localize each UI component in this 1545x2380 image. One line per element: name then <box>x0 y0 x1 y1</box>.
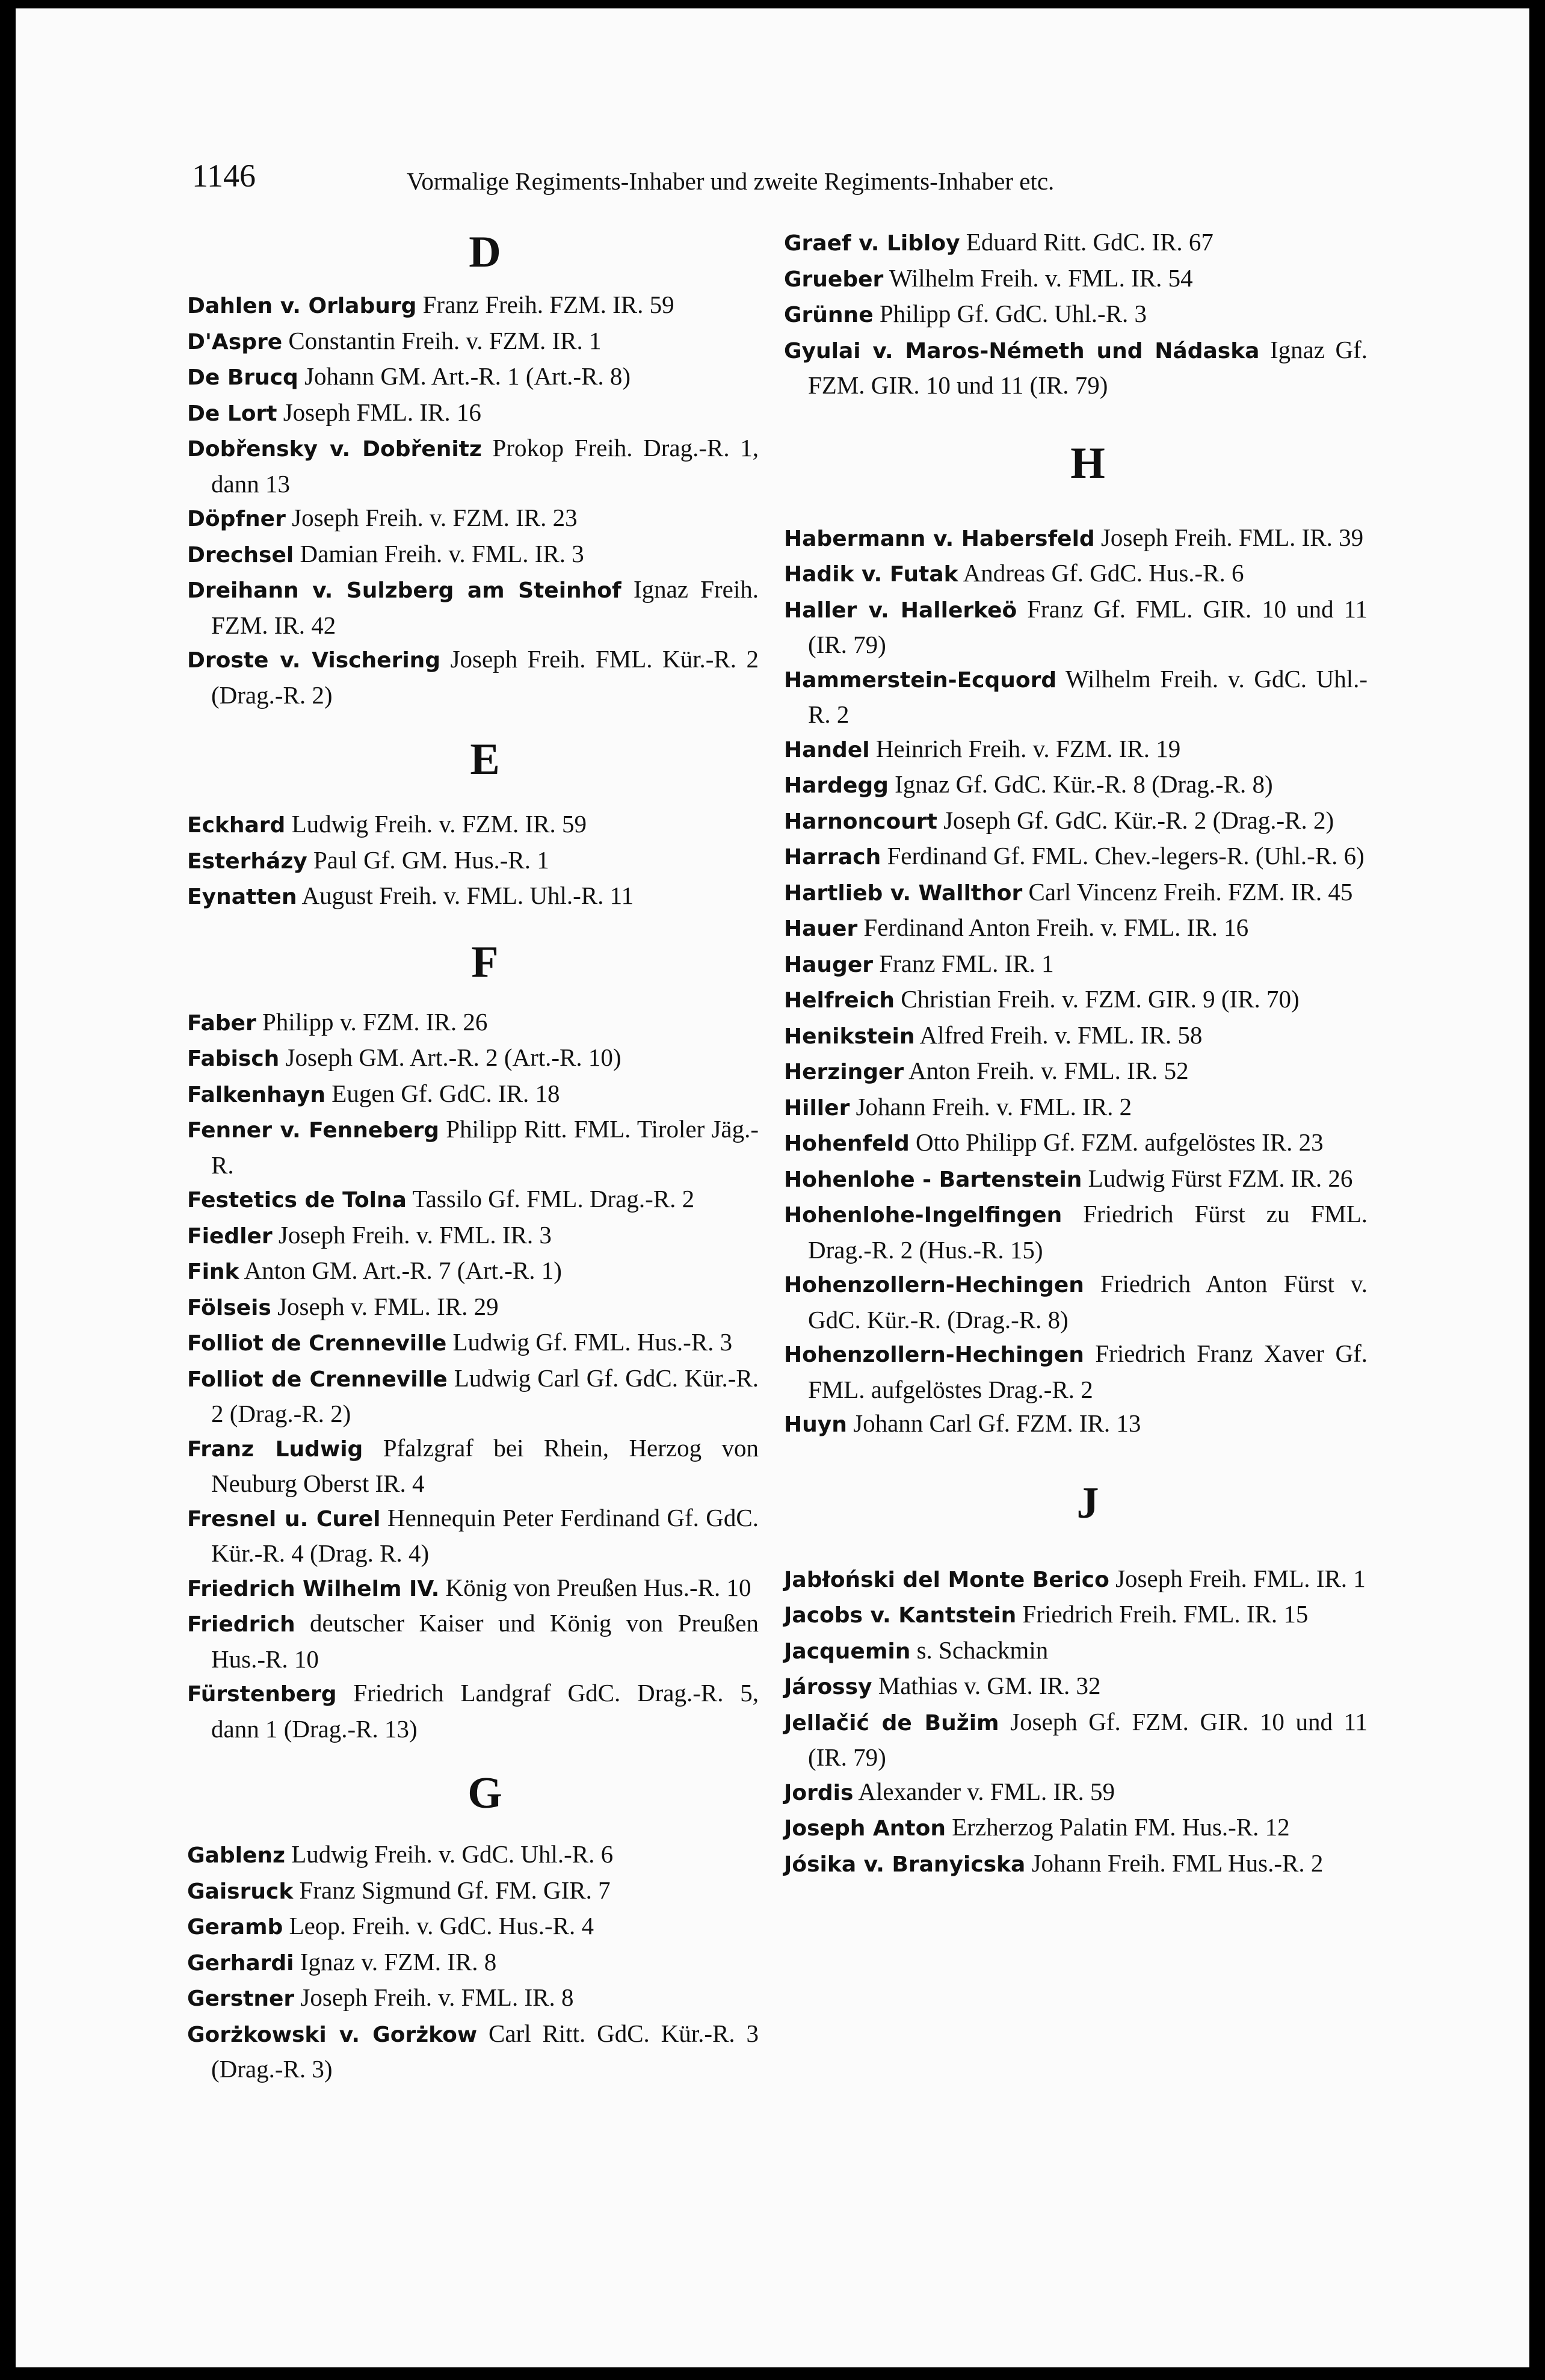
entry-name: Jacquemin <box>784 1639 911 1664</box>
index-entry <box>187 1005 759 1041</box>
entry-details: Joseph Freih. v. FML. IR. 3 <box>278 1220 552 1249</box>
section-letter: D <box>469 227 501 277</box>
running-head: Vormalige Regiments-Inhaber und zweite Regiments-Inhaber etc. <box>407 167 1055 195</box>
page-number: 1146 <box>192 158 256 194</box>
entry-details: Ludwig Gf. FML. Hus.-R. 3 <box>452 1328 733 1356</box>
entry-details: Franz Freih. FZM. IR. 59 <box>422 291 674 318</box>
entry-name: Hauer <box>784 916 858 941</box>
index-entry <box>187 1837 759 1873</box>
index-entry <box>784 1267 1368 1337</box>
entry-name: Handel <box>784 737 870 762</box>
index-entry <box>187 1873 759 1909</box>
entry-details: Wilhelm Freih. v. GdC. Uhl.-R. 2 <box>808 664 1368 728</box>
index-entry <box>784 1597 1368 1633</box>
entry-name: Grueber <box>784 267 884 292</box>
index-entry <box>784 1633 1368 1669</box>
entry-details: August Freih. v. FML. Uhl.-R. 11 <box>301 882 634 909</box>
entry-name: Gaisruck <box>187 1879 294 1904</box>
entry-name: Hohenfeld <box>784 1131 910 1156</box>
index-entry <box>784 875 1368 911</box>
entry-details: Anton GM. Art.-R. 7 (Art.-R. 1) <box>244 1256 562 1284</box>
section-letter: E <box>470 735 500 784</box>
index-entry <box>784 1197 1368 1267</box>
entry-name: Járossy <box>784 1675 872 1699</box>
entry-details: Ludwig Freih. v. GdC. Uhl.-R. 6 <box>291 1840 614 1868</box>
index-entry <box>784 947 1368 983</box>
entry-details: Johann GM. Art.-R. 1 (Art.-R. 8) <box>304 362 631 390</box>
entry-details: Johann Carl Gf. FZM. IR. 13 <box>853 1409 1141 1437</box>
entry-details: Damian Freih. v. FML. IR. 3 <box>300 539 584 567</box>
entry-name: Friedrich Wilhelm IV. <box>187 1576 440 1601</box>
index-entry <box>784 261 1368 297</box>
entry-details: Joseph Freih. v. FZM. IR. 23 <box>292 504 578 531</box>
entry-details: Mathias v. GM. IR. 32 <box>878 1672 1101 1699</box>
entry-name: Fink <box>187 1260 239 1284</box>
entry-details: Eduard Ritt. GdC. IR. 67 <box>966 228 1213 256</box>
entry-name: Gerhardi <box>187 1950 294 1976</box>
entry-name: Fabisch <box>187 1046 280 1071</box>
right-column <box>784 225 1368 1882</box>
entry-name: Graef v. Libloy <box>784 231 960 256</box>
entry-details: Joseph v. FML. IR. 29 <box>277 1292 499 1320</box>
entry-name: Gablenz <box>187 1843 285 1868</box>
entry-name: Harnoncourt <box>784 809 937 834</box>
index-entry <box>187 1040 759 1077</box>
entry-name: Dahlen v. Orlaburg <box>187 294 417 318</box>
index-entry <box>187 1218 759 1254</box>
entry-details: Joseph FML. IR. 16 <box>283 398 481 426</box>
index-entry <box>784 1161 1368 1198</box>
index-entry <box>784 803 1368 839</box>
index-entry <box>784 1846 1368 1882</box>
entry-name: Jabłoński del Monte Berico <box>784 1567 1109 1592</box>
index-entry <box>187 1945 759 1981</box>
index-entry <box>187 324 759 360</box>
entry-name: Gorżkowski v. Gorżkow <box>187 2022 478 2047</box>
entry-details: Andreas Gf. GdC. Hus.-R. 6 <box>963 559 1244 587</box>
entry-details: Hennequin Peter Ferdinand Gf. GdC. Kür.-R. 4 (Drag. R. 4) <box>211 1503 759 1567</box>
index-entry <box>187 1606 759 1676</box>
entry-name: Hohenzollern-Hechingen <box>784 1273 1084 1297</box>
index-entry <box>187 807 759 843</box>
index-entry <box>187 431 759 501</box>
entry-details: Otto Philipp Gf. FZM. aufgelöstes IR. 23 <box>915 1128 1324 1156</box>
entry-name: Hammerstein-Ecquord <box>784 667 1057 693</box>
entry-details: Alexander v. FML. IR. 59 <box>858 1777 1115 1805</box>
index-entry <box>784 1562 1368 1598</box>
index-entry <box>187 1501 759 1571</box>
entry-name: Hohenzollern-Hechingen <box>784 1343 1084 1367</box>
index-entry <box>187 843 759 879</box>
entry-name: Fölseis <box>187 1295 271 1320</box>
entry-name: Henikstein <box>784 1024 915 1049</box>
entry-name: Grünne <box>784 303 874 327</box>
index-entry <box>784 1125 1368 1161</box>
entry-details: Ignaz Gf. GdC. Kür.-R. 8 (Drag.-R. 8) <box>895 770 1273 798</box>
section-letter: G <box>467 1769 502 1818</box>
index-entry <box>187 1112 759 1182</box>
section-letter: F <box>471 937 499 987</box>
entry-name: Festetics de Tolna <box>187 1188 407 1213</box>
entry-details: Prokop Freih. Drag.-R. 1, dann 13 <box>211 434 759 498</box>
index-entry <box>784 592 1368 662</box>
entry-details: Ignaz v. FZM. IR. 8 <box>300 1947 497 1976</box>
entry-name: Dreihann v. Sulzberg am Steinhof <box>187 578 621 603</box>
entry-name: Hohenlohe-Ingelfingen <box>784 1203 1062 1228</box>
index-entry <box>187 1431 759 1501</box>
entry-details: Paul Gf. GM. Hus.-R. 1 <box>313 845 549 874</box>
section-letter: H <box>1070 438 1105 488</box>
entry-details: Ferdinand Gf. FML. Chev.-legers-R. (Uhl.-R. 6) <box>887 842 1365 870</box>
index-entry <box>784 910 1368 947</box>
entry-details: Joseph Gf. GdC. Kür.-R. 2 (Drag.-R. 2) <box>943 806 1334 834</box>
index-entry <box>187 879 759 915</box>
entry-name: Dobřensky v. Dobřenitz <box>187 437 482 462</box>
entry-details: Friedrich Fürst zu FML. Drag.-R. 2 (Hus.-R. 15) <box>808 1200 1368 1264</box>
index-entry <box>187 1325 759 1361</box>
entry-details: Joseph Freih. v. FML. IR. 8 <box>300 1983 574 2011</box>
entry-name: Döpfner <box>187 507 286 531</box>
index-entry <box>187 1571 759 1607</box>
entry-details: Pfalzgraf bei Rhein, Herzog von Neuburg Oberst IR. 4 <box>211 1433 759 1497</box>
entry-name: Friedrich <box>187 1612 295 1637</box>
entry-details: Ludwig Carl Gf. GdC. Kür.-R. 2 (Drag.-R. 2) <box>211 1364 759 1427</box>
entry-details: Wilhelm Freih. v. FML. IR. 54 <box>889 264 1193 292</box>
index-entry <box>187 642 759 712</box>
index-entry <box>187 1253 759 1290</box>
entry-details: Friedrich Anton Fürst v. GdC. Kür.-R. (Drag.-R. 8) <box>808 1270 1368 1334</box>
index-entry <box>187 1290 759 1326</box>
index-entry <box>784 1337 1368 1406</box>
index-entry <box>784 982 1368 1018</box>
entry-details: Franz FML. IR. 1 <box>879 949 1054 977</box>
left-column <box>187 225 759 2086</box>
entry-details: Franz Gf. FML. GIR. 10 und 11 (IR. 79) <box>808 595 1368 658</box>
entry-details: Philipp Gf. GdC. Uhl.-R. 3 <box>879 300 1147 327</box>
index-entry <box>187 359 759 395</box>
entry-name: Folliot de Crenneville <box>187 1367 448 1392</box>
entry-name: Jordis <box>784 1780 854 1805</box>
entry-name: Hiller <box>784 1095 850 1120</box>
entry-name: Fiedler <box>187 1223 273 1249</box>
index-entry <box>187 288 759 324</box>
index-entry <box>784 1775 1368 1811</box>
entry-details: Joseph Freih. FML. IR. 39 <box>1100 523 1364 551</box>
entry-name: Helfreich <box>784 988 895 1013</box>
section-letter: J <box>1076 1478 1099 1528</box>
entry-details: König von Preußen Hus.-R. 10 <box>445 1573 751 1601</box>
index-entry <box>784 225 1368 261</box>
entry-details: Carl Ritt. GdC. Kür.-R. 3 (Drag.-R. 3) <box>211 2019 759 2083</box>
entry-details: Friedrich Landgraf GdC. Drag.-R. 5, dann 1 (Drag.-R. 13) <box>211 1679 759 1743</box>
entry-details: Ludwig Freih. v. FZM. IR. 59 <box>291 810 587 838</box>
entry-details: Ignaz Gf. FZM. GIR. 10 und 11 (IR. 79) <box>808 335 1368 399</box>
entry-details: Erzherzog Palatin FM. Hus.-R. 12 <box>952 1813 1290 1841</box>
entry-name: Eckhard <box>187 813 286 838</box>
index-entry <box>187 1980 759 2017</box>
index-entry <box>784 1090 1368 1126</box>
entry-name: Jellačić de Bužim <box>784 1710 999 1736</box>
entry-name: Hartlieb v. Wallthor <box>784 880 1023 906</box>
entry-details: Ludwig Fürst FZM. IR. 26 <box>1088 1164 1353 1192</box>
entry-name: Jacobs v. Kantstein <box>784 1603 1017 1628</box>
entry-name: Hadik v. Futak <box>784 562 958 587</box>
entry-details: Christian Freih. v. FZM. GIR. 9 (IR. 70) <box>901 985 1300 1013</box>
index-entry <box>784 1018 1368 1054</box>
index-entry <box>784 1054 1368 1090</box>
book-page <box>16 8 1529 2367</box>
entry-name: Hardegg <box>784 773 889 798</box>
index-entry <box>784 1705 1368 1775</box>
entry-details: Philipp Ritt. FML. Tiroler Jäg.-R. <box>211 1115 759 1179</box>
entry-details: Philipp v. FZM. IR. 26 <box>262 1007 488 1036</box>
entry-name: Geramb <box>187 1915 283 1940</box>
entry-details: Ferdinand Anton Freih. v. FML. IR. 16 <box>863 913 1249 941</box>
index-entry <box>187 1077 759 1113</box>
index-entry <box>187 572 759 642</box>
entry-details: Friedrich Franz Xaver Gf. FML. aufgelöstes Drag.-R. 2 <box>808 1340 1368 1403</box>
entry-details: Tassilo Gf. FML. Drag.-R. 2 <box>412 1185 695 1213</box>
entry-name: Droste v. Vischering <box>187 648 441 673</box>
index-entry <box>187 1182 759 1218</box>
entry-name: Jósika v. Branyicska <box>784 1852 1026 1877</box>
index-entry <box>784 556 1368 592</box>
entry-name: Fürstenberg <box>187 1682 337 1707</box>
entry-details: Heinrich Freih. v. FZM. IR. 19 <box>875 734 1181 762</box>
index-entry <box>784 521 1368 557</box>
entry-details: Alfred Freih. v. FML. IR. 58 <box>919 1021 1203 1049</box>
entry-name: De Brucq <box>187 365 298 390</box>
entry-details: Leop. Freih. v. GdC. Hus.-R. 4 <box>289 1912 594 1940</box>
entry-name: Gerstner <box>187 1986 295 2011</box>
index-entry <box>784 662 1368 732</box>
entry-details: Johann Freih. v. FML. IR. 2 <box>856 1092 1132 1120</box>
entry-details: Joseph Freih. FML. IR. 1 <box>1115 1564 1366 1592</box>
entry-name: Harrach <box>784 845 881 870</box>
index-entry <box>187 1361 759 1431</box>
entry-name: De Lort <box>187 401 277 426</box>
entry-details: Constantin Freih. v. FZM. IR. 1 <box>288 326 602 354</box>
entry-name: Fenner v. Fenneberg <box>187 1118 440 1143</box>
index-entry <box>784 732 1368 768</box>
entry-name: Haller v. Hallerkeö <box>784 598 1017 623</box>
entry-name: Esterházy <box>187 848 307 874</box>
entry-name: Huyn <box>784 1412 847 1437</box>
entry-name: Joseph Anton <box>784 1816 946 1841</box>
entry-details: Carl Vincenz Freih. FZM. IR. 45 <box>1028 877 1353 906</box>
index-entry <box>187 501 759 537</box>
entry-name: Fresnel u. Curel <box>187 1506 381 1532</box>
index-entry <box>187 1676 759 1746</box>
entry-details: Johann Freih. FML Hus.-R. 2 <box>1031 1849 1324 1877</box>
entry-details: Anton Freih. v. FML. IR. 52 <box>908 1057 1189 1084</box>
index-entry <box>784 767 1368 803</box>
entry-name: Habermann v. Habersfeld <box>784 526 1095 551</box>
entry-name: Hohenlohe - Bartenstein <box>784 1167 1082 1192</box>
index-entry <box>784 297 1368 333</box>
index-entry <box>187 395 759 431</box>
index-entry <box>784 1669 1368 1705</box>
index-entry <box>784 1406 1368 1442</box>
index-entry <box>784 1810 1368 1846</box>
entry-name: Falkenhayn <box>187 1082 326 1107</box>
entry-name: Folliot de Crenneville <box>187 1331 447 1356</box>
entry-name: Drechsel <box>187 542 294 567</box>
index-entry <box>784 333 1368 403</box>
entry-details: Friedrich Freih. FML. IR. 15 <box>1022 1600 1309 1628</box>
entry-name: Hauger <box>784 952 873 977</box>
entry-name: Franz Ludwig <box>187 1436 363 1462</box>
index-entry <box>784 839 1368 875</box>
index-entry <box>187 1909 759 1945</box>
entry-name: Herzinger <box>784 1060 904 1084</box>
entry-details: Franz Sigmund Gf. FM. GIR. 7 <box>299 1876 611 1904</box>
entry-name: Gyulai v. Maros-Németh und Nádaska <box>784 338 1260 363</box>
index-entry <box>187 537 759 573</box>
index-entry <box>187 2017 759 2086</box>
entry-details: Ignaz Freih. FZM. IR. 42 <box>211 575 759 639</box>
entry-name: Faber <box>187 1010 256 1036</box>
entry-name: D'Aspre <box>187 329 283 354</box>
entry-details: Eugen Gf. GdC. IR. 18 <box>332 1079 560 1107</box>
entry-details: Joseph Gf. FZM. GIR. 10 und 11 (IR. 79) <box>808 1707 1368 1771</box>
entry-details: deutscher Kaiser und König von Preußen Hus.-R. 10 <box>211 1609 759 1673</box>
entry-details: Joseph Freih. FML. Kür.-R. 2 (Drag.-R. 2) <box>211 645 759 709</box>
entry-details: Joseph GM. Art.-R. 2 (Art.-R. 10) <box>285 1043 621 1071</box>
entry-details: s. Schackmin <box>916 1636 1049 1664</box>
entry-name: Eynatten <box>187 885 297 909</box>
